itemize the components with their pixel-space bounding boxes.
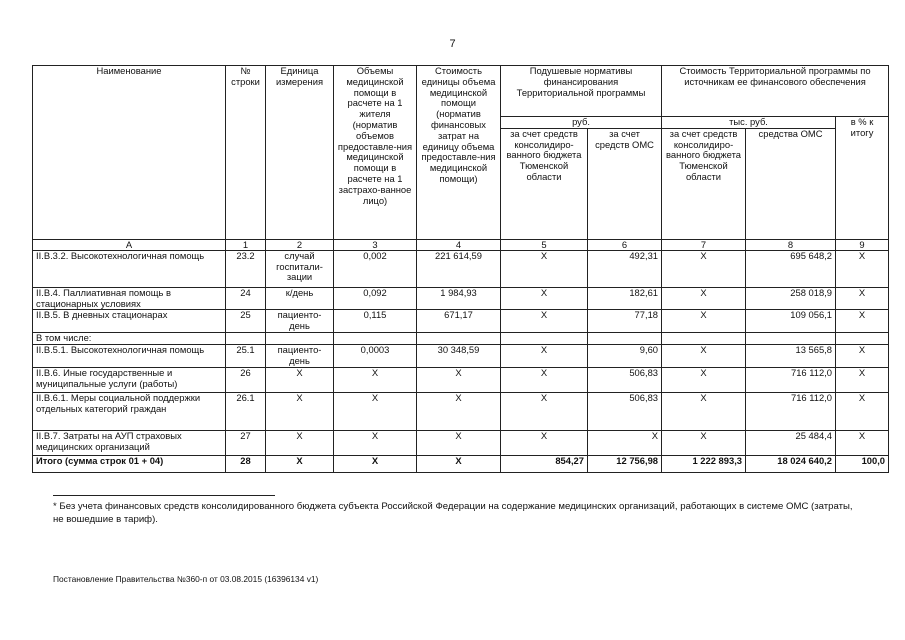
- row-budget-cost: 1 222 893,3: [662, 456, 746, 473]
- row-oms-cost: 25 484,4: [746, 431, 836, 456]
- table-row: [33, 250, 889, 287]
- header-rub: руб.: [501, 117, 662, 129]
- row-budget-cost: Х: [662, 431, 746, 456]
- row-name: II.В.3.2. Высокотехнологичная помощь: [33, 250, 226, 287]
- row-percent: Х: [836, 431, 889, 456]
- row-name: II.В.5. В дневных стационарах: [33, 310, 226, 333]
- header-territorial-cost: Стоимость Территориальной программы по источникам ее финансового обеспечения: [662, 66, 889, 117]
- row-name: II.В.6.1. Меры социальной поддержки отдельных категорий граждан: [33, 393, 226, 431]
- table-row: [33, 456, 889, 473]
- row-volume: 0,0003: [334, 345, 417, 368]
- row-cost: 30 348,59: [417, 345, 501, 368]
- row-number: 27: [226, 431, 266, 456]
- table-row: [33, 431, 889, 456]
- col-index-cell: А: [33, 239, 226, 250]
- row-percent: [836, 333, 889, 345]
- row-budget-per-capita: Х: [501, 250, 588, 287]
- table-row: [33, 345, 889, 368]
- header-budget-2: за счет средств консолидиро-ванного бюджета Тюменской области: [662, 128, 746, 239]
- row-oms-per-capita: 77,18: [588, 310, 662, 333]
- row-oms-per-capita: [588, 333, 662, 345]
- row-oms-cost: 109 056,1: [746, 310, 836, 333]
- row-percent: 100,0: [836, 456, 889, 473]
- row-volume: [334, 333, 417, 345]
- row-oms-per-capita: 506,83: [588, 368, 662, 393]
- row-unit: случай госпитали-зации: [266, 250, 334, 287]
- row-oms-cost: 716 112,0: [746, 368, 836, 393]
- row-percent: Х: [836, 393, 889, 431]
- col-index-cell: 5: [501, 239, 588, 250]
- row-cost: Х: [417, 368, 501, 393]
- row-oms-cost: 18 024 640,2: [746, 456, 836, 473]
- row-unit: пациенто-день: [266, 310, 334, 333]
- row-number: 25: [226, 310, 266, 333]
- col-index-cell: 2: [266, 239, 334, 250]
- row-oms-per-capita: 492,31: [588, 250, 662, 287]
- row-cost: 671,17: [417, 310, 501, 333]
- footnote-rule: [53, 495, 275, 496]
- row-oms-cost: 695 648,2: [746, 250, 836, 287]
- row-oms-per-capita: 506,83: [588, 393, 662, 431]
- row-budget-cost: [662, 333, 746, 345]
- col-index-cell: 6: [588, 239, 662, 250]
- row-cost: Х: [417, 456, 501, 473]
- col-index-cell: 4: [417, 239, 501, 250]
- col-index-cell: 3: [334, 239, 417, 250]
- header-per-capita: Подушевые нормативы финансирования Территориальной программы: [501, 66, 662, 117]
- row-oms-cost: [746, 333, 836, 345]
- row-oms-per-capita: 182,61: [588, 287, 662, 310]
- row-name: II.В.6. Иные государственные и муниципальные услуги (работы): [33, 368, 226, 393]
- row-cost: 1 984,93: [417, 287, 501, 310]
- row-budget-per-capita: Х: [501, 287, 588, 310]
- row-cost: Х: [417, 393, 501, 431]
- row-name: II.В.4. Паллиативная помощь в стационарных условиях: [33, 287, 226, 310]
- row-percent: Х: [836, 250, 889, 287]
- table-row: [33, 287, 889, 310]
- header-oms-2: средства ОМС: [746, 128, 836, 239]
- row-percent: Х: [836, 368, 889, 393]
- row-volume: Х: [334, 456, 417, 473]
- row-percent: Х: [836, 345, 889, 368]
- header-row-no: № строки: [226, 66, 266, 240]
- row-budget-cost: Х: [662, 310, 746, 333]
- row-percent: Х: [836, 310, 889, 333]
- row-number: 28: [226, 456, 266, 473]
- row-unit: Х: [266, 368, 334, 393]
- row-oms-per-capita: 9,60: [588, 345, 662, 368]
- row-cost: [417, 333, 501, 345]
- row-name: II.В.5.1. Высокотехнологичная помощь: [33, 345, 226, 368]
- row-unit: Х: [266, 393, 334, 431]
- header-volume: Объемы медицинской помощи в расчете на 1 жителя (норматив объемов предоставле-ния медицинской помощи в расчете на 1 застрахо-ванное лицо): [334, 66, 417, 240]
- row-unit: [266, 333, 334, 345]
- document-reference: Постановление Правительства №360-п от 03.08.2015 (16396134 v1): [53, 574, 319, 584]
- table-row: [33, 310, 889, 333]
- row-budget-cost: Х: [662, 393, 746, 431]
- header-name: Наименование: [33, 66, 226, 240]
- table-row: [33, 333, 889, 345]
- row-name: II.В.7. Затраты на АУП страховых медицинских организаций: [33, 431, 226, 456]
- row-number: [226, 333, 266, 345]
- row-volume: Х: [334, 431, 417, 456]
- page-number: 7: [449, 38, 456, 50]
- row-budget-per-capita: 854,27: [501, 456, 588, 473]
- header-budget: за счет средств консолидиро-ванного бюджета Тюменской области: [501, 128, 588, 239]
- row-budget-per-capita: Х: [501, 431, 588, 456]
- row-number: 26.1: [226, 393, 266, 431]
- row-budget-per-capita: Х: [501, 393, 588, 431]
- row-oms-cost: 716 112,0: [746, 393, 836, 431]
- financing-table: [32, 65, 889, 473]
- row-budget-per-capita: Х: [501, 345, 588, 368]
- row-unit: пациенто-день: [266, 345, 334, 368]
- footnote: * Без учета финансовых средств консолидированного бюджета субъекта Российской Федерации на содержание медицинских организаций, работающих в системе ОМС (затраты, не вошедшие в тариф).: [53, 501, 853, 525]
- header-thous-rub: тыс. руб.: [662, 117, 836, 129]
- row-unit: Х: [266, 431, 334, 456]
- row-budget-per-capita: [501, 333, 588, 345]
- row-unit: Х: [266, 456, 334, 473]
- row-volume: Х: [334, 393, 417, 431]
- row-oms-per-capita: Х: [588, 431, 662, 456]
- row-number: 23.2: [226, 250, 266, 287]
- row-budget-cost: Х: [662, 345, 746, 368]
- row-number: 25.1: [226, 345, 266, 368]
- header-cost: Стоимость единицы объема медицинской помощи (норматив финансовых затрат на единицу объема предоставле-ния медицинской помощи): [417, 66, 501, 240]
- row-unit: к/день: [266, 287, 334, 310]
- header-percent: в % к итогу: [836, 117, 889, 240]
- row-number: 24: [226, 287, 266, 310]
- row-cost: 221 614,59: [417, 250, 501, 287]
- row-budget-cost: Х: [662, 250, 746, 287]
- table-row: [33, 368, 889, 393]
- row-budget-per-capita: Х: [501, 310, 588, 333]
- row-oms-per-capita: 12 756,98: [588, 456, 662, 473]
- column-index-row: [33, 239, 889, 250]
- row-volume: 0,092: [334, 287, 417, 310]
- row-budget-cost: Х: [662, 368, 746, 393]
- row-budget-per-capita: Х: [501, 368, 588, 393]
- row-oms-cost: 258 018,9: [746, 287, 836, 310]
- row-budget-cost: Х: [662, 287, 746, 310]
- col-index-cell: 9: [836, 239, 889, 250]
- col-index-cell: 1: [226, 239, 266, 250]
- header-oms: за счет средств ОМС: [588, 128, 662, 239]
- col-index-cell: 8: [746, 239, 836, 250]
- row-volume: 0,115: [334, 310, 417, 333]
- row-percent: Х: [836, 287, 889, 310]
- row-cost: Х: [417, 431, 501, 456]
- row-oms-cost: 13 565,8: [746, 345, 836, 368]
- col-index-cell: 7: [662, 239, 746, 250]
- table-row: [33, 393, 889, 431]
- row-volume: 0,002: [334, 250, 417, 287]
- header-unit: Единица измерения: [266, 66, 334, 240]
- row-volume: Х: [334, 368, 417, 393]
- row-name: В том числе:: [33, 333, 226, 345]
- row-number: 26: [226, 368, 266, 393]
- row-name: Итого (сумма строк 01 + 04): [33, 456, 226, 473]
